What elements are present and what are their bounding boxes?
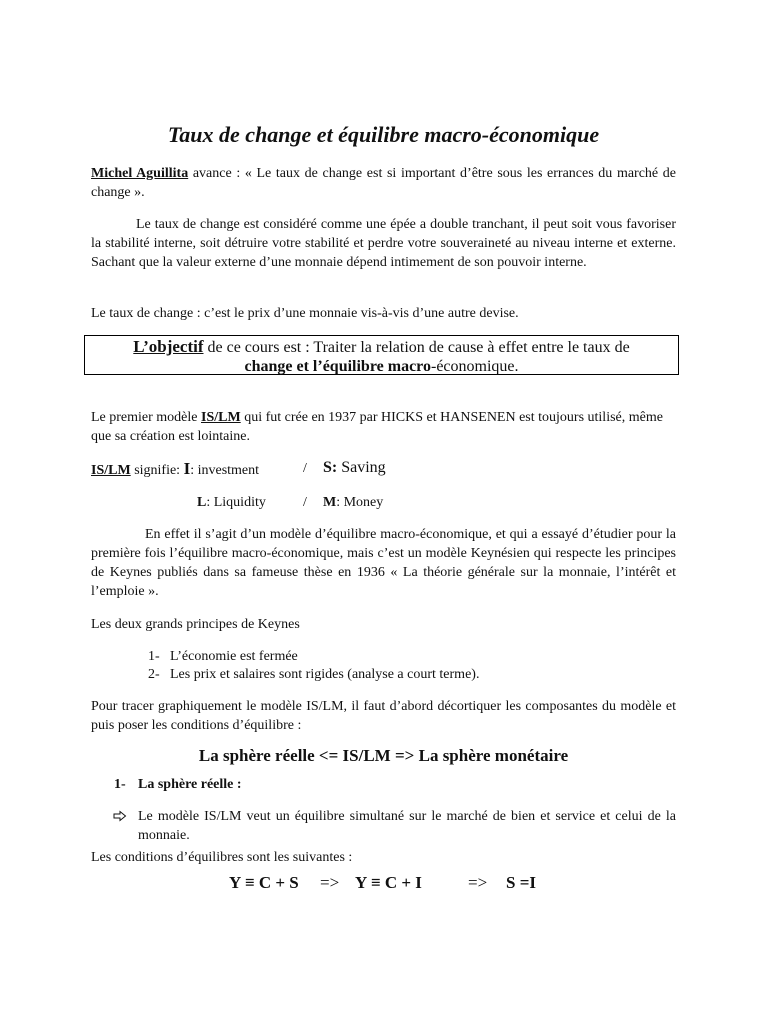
paragraph-3: Pour tracer graphiquement le modèle IS/LM, il faut d’abord décortiquer les composantes du modèle et puis poser les conditions d’équilibre : xyxy=(91,699,676,733)
islm-label: IS/LM xyxy=(91,463,131,478)
section-1-heading xyxy=(114,775,242,794)
keynes-item-1-text: L’économie est fermée xyxy=(170,649,298,664)
model-name: IS/LM xyxy=(201,410,241,425)
islm-slash-2: / xyxy=(303,495,307,510)
section-1-num: 1- xyxy=(114,777,126,792)
objective-text-b-rest: -économique. xyxy=(430,358,519,375)
islm-m-text: : Money xyxy=(336,495,384,510)
intro-paragraph xyxy=(91,164,676,202)
keynes-list xyxy=(148,647,668,683)
islm-signifie: signifie: xyxy=(130,463,184,478)
islm-s-text: Saving xyxy=(337,459,386,476)
keynes-item-2 xyxy=(148,665,668,683)
bullet-text: Le modèle IS/LM veut un équilibre simultané sur le marché de bien et service et celui de la monnaie. xyxy=(138,809,676,843)
author-name: Michel Aguillita xyxy=(91,166,189,181)
bullet-item xyxy=(113,807,676,845)
islm-line-1 xyxy=(91,459,676,481)
intro-quote: avance : « Le taux de change est si important d’être sous les errances du marché de change ». xyxy=(91,166,676,200)
objective-text-a: de ce cours est : Traiter la relation de cause à effet entre le taux de xyxy=(203,339,630,356)
islm-m-letter: M xyxy=(323,495,337,510)
equation-2: Y ≡ C + I xyxy=(355,873,422,892)
equation-1: Y ≡ C + S xyxy=(229,873,299,892)
islm-line-2 xyxy=(197,493,497,513)
islm-i-text: : investment xyxy=(190,463,260,478)
model-prefix: Le premier modèle xyxy=(91,410,202,425)
sphere-heading: La sphère réelle <= IS/LM => La sphère monétaire xyxy=(198,746,569,765)
definition-line: Le taux de change : c’est le prix d’une monnaie vis-à-vis d’une autre devise. xyxy=(91,306,519,321)
model-suffix: qui fut crée en 1937 par HICKS et HANSENEN est toujours utilisé, même que sa création est lointaine. xyxy=(91,410,663,444)
objective-box xyxy=(84,335,679,375)
keynes-heading: Les deux grands principes de Keynes xyxy=(91,617,300,632)
conditions-line: Les conditions d’équilibres sont les suivantes : xyxy=(91,850,353,865)
keynes-item-1-num: 1- xyxy=(148,649,160,664)
objective-line-2 xyxy=(85,357,678,376)
equation-arrow-1: => xyxy=(320,873,340,892)
objective-text-b-bold: change et l’équilibre macro xyxy=(244,358,431,375)
islm-s-group xyxy=(323,458,386,477)
arrow-right-icon xyxy=(113,807,127,828)
islm-i-letter: I xyxy=(183,459,191,478)
islm-m-group xyxy=(323,493,383,512)
islm-slash-1: / xyxy=(303,461,307,476)
model-paragraph xyxy=(91,408,676,446)
objective-line-1 xyxy=(85,337,678,357)
paragraph-2: En effet il s’agit d’un modèle d’équilibre macro-économique, et qui a essayé d’étudier pour la première fois l’équilibre macro-économique, mais c’est un modèle Keynésien qui respecte les principes de Keynes publiés dans sa fameuse thèse en 1936 « La théorie générale sur la monnaie, l’intérêt et l’emploie ». xyxy=(91,527,676,599)
paragraph-1: Le taux de change est considéré comme une épée a double tranchant, il peut soit vous favoriser la stabilité interne, soit détruire votre stabilité et perdre votre souveraineté au niveau interne et externe. Sachant que la valeur externe d’une monnaie dépend intimement de son pouvoir interne. xyxy=(91,217,676,270)
document-title: Taux de change et équilibre macro-économique xyxy=(167,122,600,147)
keynes-item-2-num: 2- xyxy=(148,667,160,682)
equation-arrow-2: => xyxy=(468,873,488,892)
islm-l-text: : Liquidity xyxy=(206,495,266,510)
objective-label: L’objectif xyxy=(133,337,204,356)
section-1-title: La sphère réelle : xyxy=(138,777,242,792)
keynes-item-2-text: Les prix et salaires sont rigides (analyse a court terme). xyxy=(170,667,480,682)
keynes-item-1 xyxy=(148,647,668,665)
islm-l-letter: L xyxy=(197,495,207,510)
equation-3: S =I xyxy=(506,873,537,892)
islm-s-letter: S: xyxy=(323,459,338,476)
